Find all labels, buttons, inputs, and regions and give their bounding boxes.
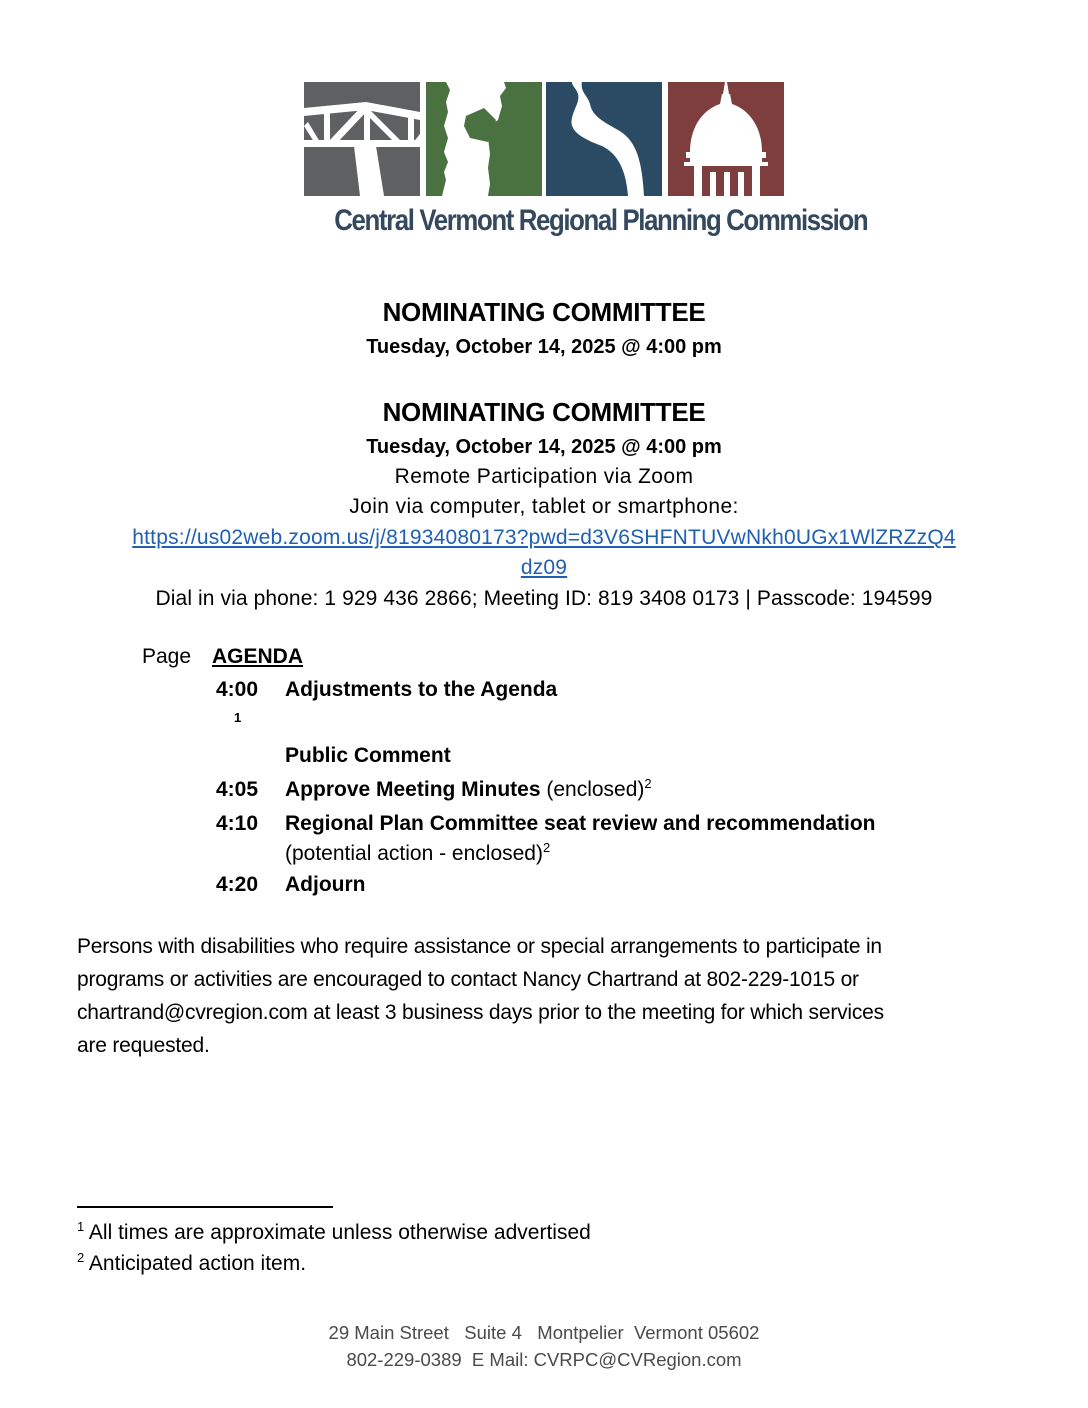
notice-line: Persons with disabilities who require assistance or special arrangements to participate in [77,935,882,958]
footnote-mark: 1 [77,1219,85,1234]
agenda-note: (enclosed) [540,778,645,801]
cvrpc-logo [304,82,784,196]
footnote [77,1221,591,1245]
footnote-ref: 2 [644,776,652,791]
agenda-title: Adjustments to the Agenda [285,678,558,701]
accessibility-notice [77,930,1007,1062]
notice-line: programs or activities are encouraged to contact Nancy Chartrand at 802-229-1015 or [77,968,859,991]
footnote-ref: 2 [542,840,551,855]
meeting-date: Tuesday, October 14, 2025 @ 4:00 pm [366,436,722,458]
agenda-time: 4:00 [216,678,259,701]
vermont-map-icon [426,82,542,196]
footnote-divider [77,1206,333,1208]
footer-contact: 802-229-0389 E Mail: CVRPC@CVRegion.com [346,1349,742,1370]
agenda-subline: (potential action - enclosed) [285,842,543,865]
agenda-title: Regional Plan Committee seat review and recommendation [285,812,876,835]
agenda-title-row [285,778,652,802]
agenda-time: 4:10 [216,812,259,835]
dial-in-info: Dial in via phone: 1 929 436 2866; Meeting ID: 819 3408 0173 | Passcode: 194599 [155,587,933,610]
bridge-icon [304,82,420,196]
river-icon [546,82,662,196]
zoom-link-line2[interactable]: dz09 [520,556,568,579]
zoom-link[interactable] [0,526,1088,550]
notice-line: are requested. [77,1034,210,1057]
agenda-time: 4:05 [216,778,259,801]
committee-title: NOMINATING COMMITTEE [382,297,706,327]
footnote-ref: 1 [234,710,242,725]
remote-participation: Remote Participation via Zoom [394,465,694,488]
capitol-dome-icon [668,82,784,196]
footnote-mark: 2 [77,1250,85,1265]
agenda-subline-row [285,842,550,866]
org-name: Central Vermont Regional Planning Commission [334,204,868,237]
page-column-label: Page [142,645,192,668]
zoom-link-line1[interactable]: https://us02web.zoom.us/j/81934080173?pwd=d3V6SHFNTUVwNkh0UGx1WlZRZzQ4 [132,526,956,549]
footnote [77,1252,306,1276]
agenda-time: 4:20 [216,873,259,896]
footer-address: 29 Main Street Suite 4 Montpelier Vermont 05602 [328,1322,760,1343]
meeting-date: Tuesday, October 14, 2025 @ 4:00 pm [366,336,722,358]
agenda-heading: AGENDA [212,645,304,668]
notice-line: chartrand@cvregion.com at least 3 business days prior to the meeting for which services [77,1001,884,1024]
agenda-title: Public Comment [285,744,451,767]
join-instructions: Join via computer, tablet or smartphone: [349,495,739,518]
agenda-title: Approve Meeting Minutes [285,778,541,801]
footnote-text: All times are approximate unless otherwise advertised [88,1221,591,1244]
committee-title: NOMINATING COMMITTEE [382,397,706,427]
footnote-text: Anticipated action item. [88,1252,307,1275]
agenda-title: Adjourn [285,873,366,896]
zoom-link-continued[interactable] [0,556,1088,580]
